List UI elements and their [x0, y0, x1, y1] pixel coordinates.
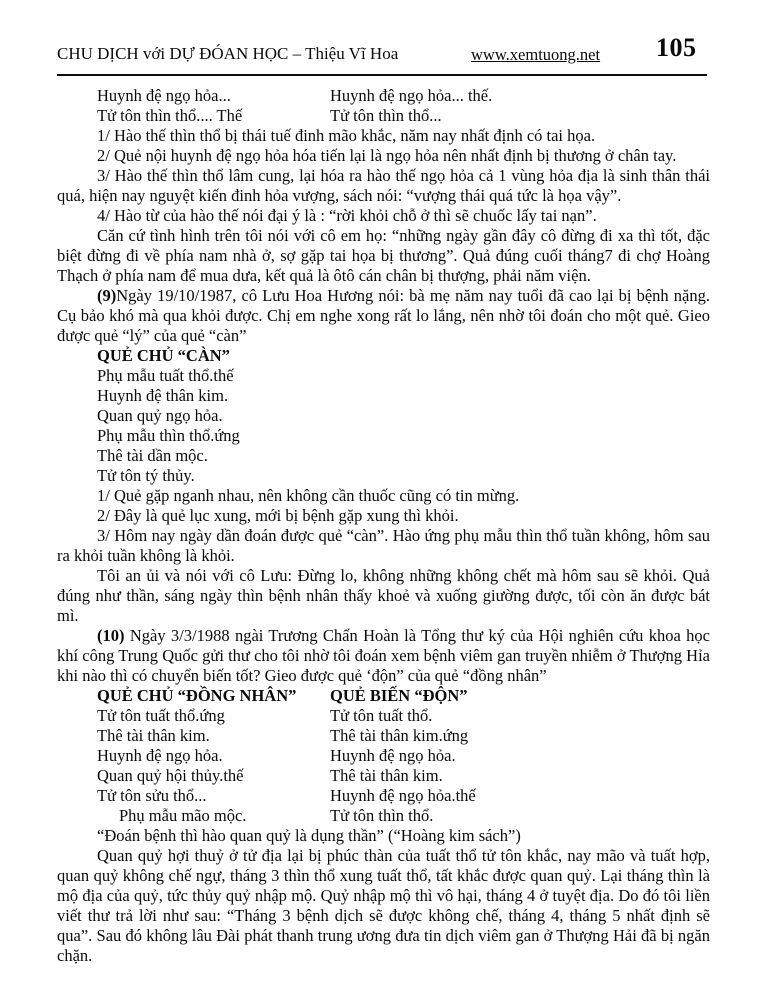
- hexagram-line-right: Huynh đệ ngọ hỏa.thế: [330, 786, 476, 805]
- page-content: [57, 86, 710, 966]
- hexagram-row: [57, 786, 710, 806]
- hexagram-line-right: Tử tôn thìn thổ.: [330, 806, 434, 825]
- hexagram-line-left: Tử tôn thìn thổ.... Thế: [97, 106, 243, 125]
- case-text: Ngày 19/10/1987, cô Lưu Hoa Hương nói: bà mẹ năm nay tuổi đã cao lại bị bệnh nặng. Cụ bảo khó mà qua khỏi được. Chị em nghe xong rất lo lắng, nên nhờ tôi đoán cho một quẻ. Gieo được quẻ “lý” của quẻ “càn”: [57, 286, 710, 345]
- case-number: (9): [97, 286, 117, 305]
- hexagram-line-left: Huynh đệ ngọ hỏa.: [97, 746, 223, 765]
- hexagram-line-right: Huynh đệ ngọ hỏa... thế.: [330, 86, 493, 105]
- quote-line: “Đoán bệnh thì hào quan quỷ là dụng thần” (“Hoàng kim sách”): [97, 826, 521, 845]
- hexagram-row: [57, 106, 710, 126]
- hexagram-table-header: [57, 686, 710, 706]
- paragraph-case-10: [57, 626, 710, 686]
- case-text: Ngày 3/3/1988 ngài Trương Chấn Hoàn là Tổng thư ký của Hội nghiên cứu khoa học khí công Trung Quốc gửi thư cho tôi nhờ tôi đoán xem bệnh viêm gan truyền nhiễm ở Thượng Hỉa khi nào thì có chuyển biến tốt? Gieo được quẻ ‘độn” của quẻ “đồng nhân”: [57, 626, 710, 685]
- hexagram-line-left: Huynh đệ ngọ hỏa...: [97, 86, 231, 105]
- hexagram-line: Tử tôn tý thủy.: [97, 466, 195, 485]
- numbered-note: 4/ Hào từ của hào thế nói đại ý là : “rời khỏi chỗ ở thì sẽ chuốc lấy tai nạn”.: [97, 206, 597, 225]
- hexagram-line-left: Thê tài thân kim.: [97, 726, 210, 745]
- hexagram-row: [57, 726, 710, 746]
- page-number: 105: [656, 33, 697, 62]
- website-link[interactable]: www.xemtuong.net: [471, 45, 601, 64]
- paragraph-case-9: [57, 286, 710, 346]
- numbered-note: 2/ Quẻ nội huynh đệ ngọ hỏa hóa tiến lại là ngọ hỏa nên nhất định bị thương ở chân tay.: [97, 146, 677, 165]
- numbered-note: 1/ Quẻ gặp nganh nhau, nên không cần thuốc cũng có tin mừng.: [97, 486, 520, 505]
- hexagram-line-right: Thê tài thân kim.ứng: [330, 726, 469, 745]
- hexagram-line: Phụ mẫu tuất thổ.thế: [97, 366, 234, 385]
- hexagram-line-left: Tử tôn tuất thổ.ứng: [97, 706, 225, 725]
- hexagram-row: [57, 706, 710, 726]
- header-divider: [57, 74, 707, 76]
- hexagram-line-right: Thê tài thân kim.: [330, 766, 443, 785]
- hexagram-line-left: Phụ mẫu mão mộc.: [119, 806, 247, 825]
- hexagram-line-left: Quan quỷ hội thủy.thế: [97, 766, 244, 785]
- book-title: CHU DỊCH với DỰ ĐÓAN HỌC – Thiệu Vĩ Hoa: [57, 44, 399, 63]
- paragraph: Căn cứ tình hình trên tôi nói với cô em họ: “những ngày gần đây cô đừng đi xa thì tốt, đặc biệt đừng đi về phía nam nhà ở, sợ gặp tai họa bị thương”. Quả đúng cuối tháng7 đi chợ Hoàng Thạch ở phía nam để mua dưa, kết quả là ôtô cán chân bị thượng, phải năm viện.: [57, 226, 710, 285]
- numbered-note: 2/ Đây là quẻ lục xung, mới bị bệnh gặp xung thì khỏi.: [97, 506, 459, 525]
- changed-hexagram-heading: QUẺ BIẾN “ĐỘN”: [330, 686, 468, 705]
- main-hexagram-heading: QUẺ CHỦ “ĐỒNG NHÂN”: [97, 686, 297, 705]
- case-number: (10): [97, 626, 125, 645]
- paragraph: Tôi an ủi và nói với cô Lưu: Đừng lo, không những không chết mà hôm sau sẽ khỏi. Quả đúng như thần, sáng ngày thìn bệnh nhân thấy khoẻ và xuống giường được, tối còn ăn được bát mì.: [57, 566, 710, 625]
- hexagram-row: [57, 86, 710, 106]
- hexagram-line: Phụ mẫu thìn thổ.ứng: [97, 426, 240, 445]
- hexagram-line-right: Tử tôn thìn thổ...: [330, 106, 442, 125]
- hexagram-heading-can: QUẺ CHỦ “CÀN”: [97, 346, 230, 365]
- numbered-note: 3/ Hào thế thìn thổ lâm cung, lại hóa ra hào thế ngọ hỏa cả 1 vùng hỏa địa là sinh thân thái quá, hiện nay nguyệt kiến đinh hỏa vượng, sách nói: “vượng thái quá tức là họa vậy”.: [57, 166, 710, 205]
- hexagram-line: Quan quỷ ngọ hỏa.: [97, 406, 223, 425]
- hexagram-line: Thê tài dần mộc.: [97, 446, 208, 465]
- numbered-note: 3/ Hôm nay ngày dần đoán được quẻ “càn”. Hào ứng phụ mẫu thìn thổ tuần không, hôm sau ra khỏi tuần không là khỏi.: [57, 526, 710, 565]
- paragraph: Quan quỷ hợi thuỷ ở tử địa lại bị phúc thàn của tuất thổ tử tôn khắc, nay mão và tuất hợp, quan quỷ không chế ngự, tháng 3 thìn thổ xung tuất thổ, tất khắc được quan quỷ. Lại tháng thìn là mộ địa của quỷ, tức thủy quỷ nhập mộ. Quỷ nhập mộ thì vô hại, tháng 4 ở tuyệt địa. Do đó tôi liền viết thư trả lời như sau: “Tháng 3 bệnh dịch sẽ được không chế, tháng 4, tháng 5 nhất định sẽ qua”. Sau đó không lâu Đài phát thanh trung ương đưa tin dịch viêm gan ở Thượng Hải đã bị ngăn chặn.: [57, 846, 710, 965]
- hexagram-row: [57, 746, 710, 766]
- hexagram-line: Huynh đệ thân kim.: [97, 386, 229, 405]
- hexagram-line-right: Tử tôn tuất thổ.: [330, 706, 433, 725]
- hexagram-line-left: Tử tôn sửu thổ...: [97, 786, 207, 805]
- hexagram-line-right: Huynh đệ ngọ hỏa.: [330, 746, 456, 765]
- hexagram-row: [57, 806, 710, 826]
- hexagram-row: [57, 766, 710, 786]
- numbered-note: 1/ Hào thế thìn thổ bị thái tuế đinh mão khắc, năm nay nhất định có tai họa.: [97, 126, 596, 145]
